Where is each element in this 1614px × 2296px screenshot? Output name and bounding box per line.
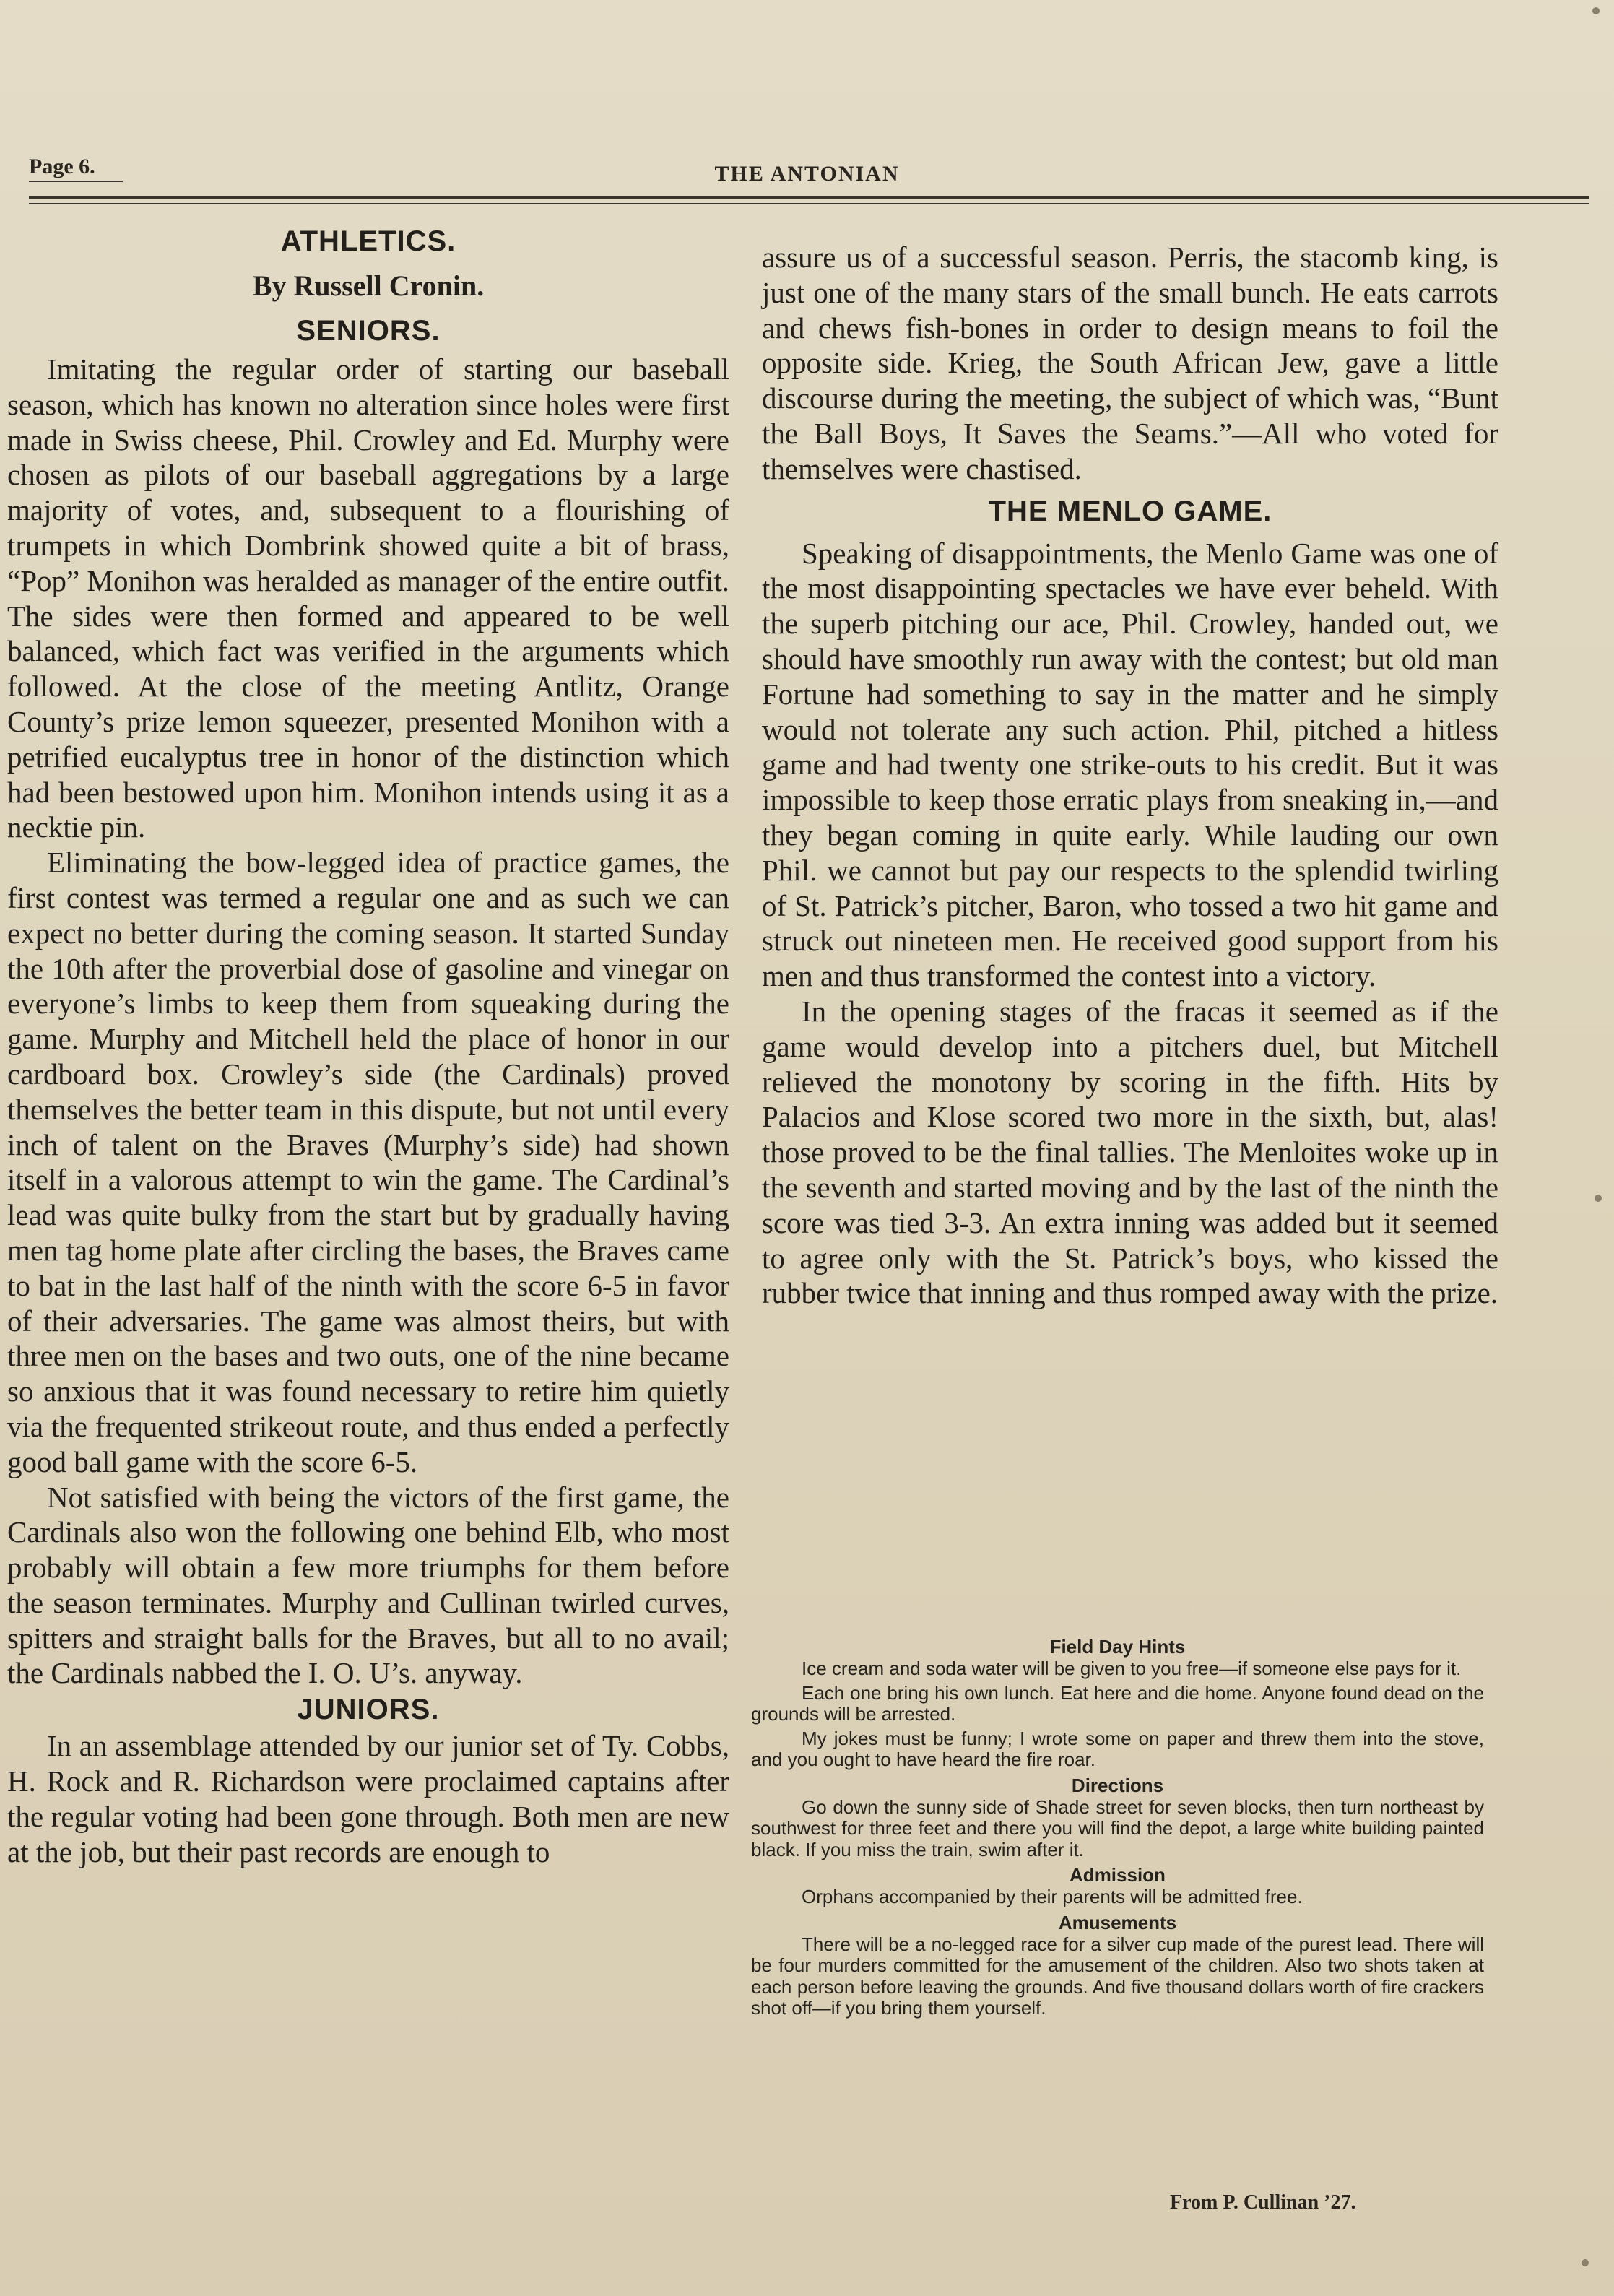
page-edge-mark [1582,2259,1589,2266]
seniors-heading: SENIORS. [296,315,441,347]
juniors-heading: JUNIORS. [297,1694,440,1726]
masthead-rule-bottom [29,203,1589,204]
menlo-paragraph-2: In the opening stages of the fracas it seemed as if the game would develop into a pitchers duel, but Mitchell relieved the monotony by scoring in the fifth. Hits by Palacios and Klose scored two more in the sixth, but, alas! those proved to be the final tallies. The Menloites woke up in the seventh and started moving and by the last of the ninth the score was tied 3-3. An extra inning was added but it seemed to agree only with the St. Patrick’s boys, who kissed the rubber twice that inning and thus romped away with the prize. [762,994,1498,1310]
hint-jokes: My jokes must be funny; I wrote some on paper and threw them into the stove, and you ought to have heard the fire roar. [751,1727,1484,1770]
hint-ice-cream: Ice cream and soda water will be given to you free—if someone else pays for it. [802,1658,1462,1679]
page-edge-mark [1595,1195,1602,1202]
athletics-heading: ATHLETICS. [280,225,456,257]
masthead-rule-top [29,196,1589,199]
admission-text: Orphans accompanied by their parents will be admitted free. [802,1886,1303,1907]
juniors-paragraph: In an assemblage attended by our junior set of Ty. Cobbs, H. Rock and R. Richardson were proclaimed captains after the regular voting had been gone through. Both men are new at the job, but their past records are enough to [7,1729,729,1868]
masthead-title: THE ANTONIAN [714,162,900,186]
admission-heading: Admission [1070,1864,1166,1886]
amusements-text: There will be a no-legged race for a silver cup made of the purest lead. There will be four murders committed for the amusement of the children. Also two shots taken at each person before leaving the grounds. And five thousand dollars worth of fire crackers shot off—if you bring them yourself. [751,1933,1484,2019]
directions-heading: Directions [1071,1774,1164,1796]
seniors-paragraph-2: Eliminating the bow-legged idea of practice games, the first contest was termed a regular one and as such we can expect no better during the coming season. It started Sunday the 10th after the proverbial dose of gasoline and vinegar on everyone’s limbs to keep them from squeaking during the game. Murphy and Mitchell held the place of honor in our cardboard box. Crowley’s side (the Cardinals) proved themselves the better team in this dispute, but not until every inch of talent on the Braves (Murphy’s side) had shown itself in a valorous attempt to win the game. The Cardinal’s lead was quite bulky from the start but by gradually having men tag home plate after circling the bases, the Braves came to bat in the last half of the ninth with the score 6-5 in favor of their adversaries. The game was almost theirs, but with three men on the bases and two outs, one of the nine became so anxious that it was found necessary to retire him quietly via the frequented strikeout route, and thus ended a perfectly good ball game with the score 6-5. [7,846,729,1478]
right-column [762,240,1498,1311]
byline: By Russell Cronin. [252,269,485,302]
directions-text: Go down the sunny side of Shade street for seven blocks, then turn northeast by southwest for three feet and there you will find the depot, a large white building painted black. If you miss the train, swim after it. [751,1795,1484,1860]
juniors-paragraph-continued: assure us of a successful season. Perris, the stacomb king, is just one of the many stars of the small bunch. He eats carrots and chews fish-bones in order to design means to foil the opposite side. Krieg, the South African Jew, gave a little discourse during the meeting, the subject of which was, “Bunt the Ball Boys, It Saves the Seams.”—All who voted for themselves were chastised. [762,241,1498,485]
amusements-heading: Amusements [1058,1911,1177,1933]
hint-lunch: Each one bring his own lunch. Eat here and die home. Anyone found dead on the grounds will be arrested. [751,1681,1484,1725]
seniors-paragraph-1: Imitating the regular order of starting our baseball season, which has known no alteration since holes were first made in Swiss cheese, Phil. Crowley and Ed. Murphy were chosen as pilots of our baseball aggregations by a large majority of votes, and, subsequent to a flourishing of trumpets in which Dombrink showed quite a bit of brass, “Pop” Monihon was heralded as manager of the entire outfit. The sides were then formed and appeared to be well balanced, which fact was verified in the arguments which followed. At the close of the meeting Antlitz, Orange County’s prize lemon squeezer, presented Monihon with a petrified eucalyptus tree in honor of the distinction which had been bestowed upon him. Monihon intends using it as a necktie pin. [7,352,729,844]
left-column [7,220,729,1869]
menlo-game-heading: THE MENLO GAME. [988,495,1272,527]
page-edge-mark [1592,7,1600,14]
seniors-paragraph-3: Not satisfied with being the victors of the first game, the Cardinals also won the following one behind Elb, who most probably will obtain a few more triumphs for them before the season terminates. Murphy and Cullinan twirled curves, spitters and straight balls for the Braves, but all to no avail; the Cardinals nabbed the I. O. U’s. anyway. [7,1480,729,1690]
field-day-hints [751,1635,1484,2022]
menlo-paragraph-1: Speaking of disappointments, the Menlo Game was one of the most disappointing spectacles we have ever beheld. With the superb pitching our ace, Phil. Crowley, handed out, we should have smoothly run away with the contest; but old man Fortune had something to say in the matter and he simply would not tolerate any such action. Phil, pitched a hitless game and had twenty one strike-outs to his credit. But it was impossible to keep those erratic plays from sneaking in,—and they began coming in quite early. While lauding our own Phil. we cannot but pay our respects to the splendid twirling of St. Patrick’s pitcher, Baron, who tossed a two hit game and struck out nineteen men. He received good support from his men and thus transformed the contest into a victory. [762,536,1498,993]
author-credit: From P. Cullinan ’27. [1170,2191,1356,2214]
field-day-heading: Field Day Hints [1049,1636,1186,1658]
page-number: Page 6. [29,155,95,178]
